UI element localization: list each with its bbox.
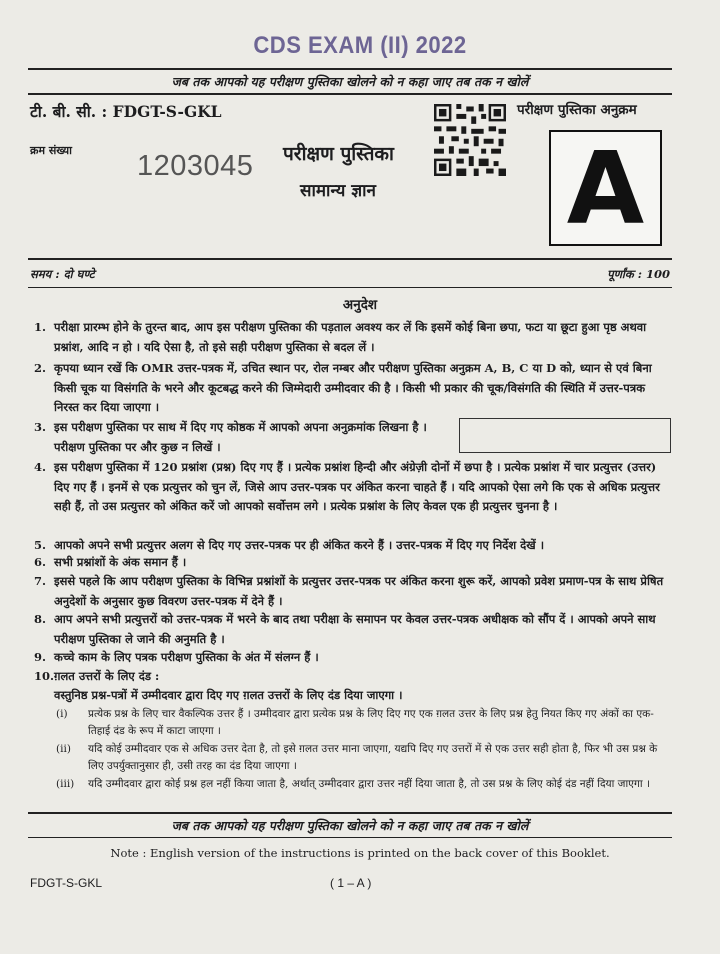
instructions-heading: अनुदेश <box>342 297 378 313</box>
instruction-item: 5. आपको अपने सभी प्रत्युत्तर अलग से दिए गए उत्तर-पत्रक पर ही अंकित करने हैं । उत्तर-पत्रक में दिए गए निर्देश देखें । <box>34 538 545 552</box>
instruction-item: 3. इस परीक्षण पुस्तिका पर साथ में दिए गए कोष्ठक में आपको अपना अनुक्रमांक लिखना है । परीक्षण पुस्तिका पर और कुछ न लिखें । <box>34 420 427 454</box>
meta-rule-top <box>28 258 672 260</box>
max-marks: पूर्णांक : 100 <box>607 267 670 281</box>
exam-time: समय : दो घण्टे <box>30 267 95 281</box>
qr-code-icon <box>434 104 506 176</box>
penalty-intro: वस्तुनिष्ठ प्रश्न-पत्रों में उम्मीदवार द्वारा दिए गए ग़लत उत्तरों के लिए दंड दिया जाएगा । <box>54 688 403 702</box>
top-rule <box>28 68 672 70</box>
english-note: Note : English version of the instructions is printed on the back cover of this Booklet. <box>110 846 610 860</box>
serial-label: क्रम संख्या <box>30 144 72 157</box>
meta-rule-bottom <box>28 287 672 288</box>
instruction-item: 1. परीक्षा प्रारम्भ होने के तुरन्त बाद, आप इस परीक्षण पुस्तिका की पड़ताल अवश्य कर लें कि इसमें कोई बिना छपा, फटा या छूटा हुआ पृष्ठ अथवा प्रश्नांश, आदि न हो । यदि ऐसा है, तो इसे सही परीक्षण पुस्तिका से बदल लें । <box>34 320 647 354</box>
penalty-item: (iii) यदि उम्मीदवार द्वारा कोई प्रश्न हल नहीं किया जाता है, अर्थात् उम्मीदवार द्वारा उत्तर नहीं दिया जाता है, तो उस प्रश्न के लिए कोई दंड नहीं दिया जाएगा । <box>56 778 650 790</box>
bottom-warning: जब तक आपको यह परीक्षण पुस्तिका खोलने को न कहा जाए तब तक न खोलें <box>171 818 529 833</box>
penalty-item: (ii) यदि कोई उम्मीदवार एक से अधिक उत्तर देता है, तो इसे ग़लत उत्तर माना जाएगा, यद्यपि दिए गए उत्तरों में से एक उत्तर सही होता है, फिर भी उस प्रश्न के लिए उपर्युक्तानुसार ही, उसी तरह का दंड दिया जाएगा । <box>56 743 658 772</box>
page-number: ( 1 – A ) <box>330 876 372 890</box>
subject-title: सामान्य ज्ञान <box>300 181 376 201</box>
instruction-item: 2. कृपया ध्यान रखें कि OMR उत्तर-पत्रक में, उचित स्थान पर, रोल नम्बर और परीक्षण पुस्तिका अनुक्रम A, B, C या D को, ध्यान से एवं बिना किसी चूक या विसंगति के भरने और कूटबद्ध करने की जिम्मेदारी उम्मीदवार की है । किसी भी प्रकार की चूक/विसंगति की स्थिति में उत्तर-पत्रक निरस्त कर दिया जाएगा । <box>34 361 652 414</box>
instruction-item: 7. इससे पहले कि आप परीक्षण पुस्तिका के विभिन्न प्रश्नांशों के प्रत्युत्तर उत्तर-पत्रक पर अंकित करना शुरू करें, आपको प्रवेश प्रमाण-पत्र के साथ प्रेषित अनुदेशों के अनुसार कुछ विवरण उत्तर-पत्रक में देने हैं । <box>34 574 664 608</box>
serial-number: 1203045 <box>137 150 254 182</box>
exam-stamp: CDS EXAM (II) 2022 <box>253 32 467 59</box>
series-letter-box: A <box>549 130 662 246</box>
penalty-item: (i) प्रत्येक प्रश्न के लिए चार वैकल्पिक उत्तर हैं । उम्मीदवार द्वारा प्रत्येक प्रश्न के लिए दिए गए एक ग़लत उत्तर के लिए प्रश्न हेतु नियत किए गए अंकों का एक-तिहाई दंड के रूप में काटा जाएगा । <box>56 708 654 737</box>
top-warning: जब तक आपको यह परीक्षण पुस्तिका खोलने को न कहा जाए तब तक न खोलें <box>171 74 529 89</box>
roll-number-box <box>459 418 671 453</box>
series-label: परीक्षण पुस्तिका अनुक्रम <box>517 102 637 118</box>
bottom-rule-top <box>28 812 672 814</box>
instruction-item: 10. ग़लत उत्तरों के लिए दंड : <box>34 669 160 683</box>
instruction-item: 8. आप अपने सभी प्रत्युत्तरों को उत्तर-पत्रक में भरने के बाद तथा परीक्षा के समापन पर केवल उत्तर-पत्रक अधीक्षक को सौंप दें । आपको अपने साथ परीक्षण पुस्तिका ले जाने की अनुमति है । <box>34 612 656 646</box>
bottom-rule <box>28 837 672 838</box>
instruction-item: 6. सभी प्रश्नांशों के अंक समान हैं । <box>34 555 187 569</box>
footer-code: FDGT-S-GKL <box>30 876 103 890</box>
instruction-item: 9. कच्चे काम के लिए पत्रक परीक्षण पुस्तिका के अंत में संलग्न हैं । <box>34 650 319 664</box>
instruction-item: 4. इस परीक्षण पुस्तिका में 120 प्रश्नांश (प्रश्न) दिए गए हैं । प्रत्येक प्रश्नांश हिन्दी और अंग्रेज़ी दोनों में छपा है । प्रत्येक प्रश्नांश में चार प्रत्युत्तर (उत्तर) दिए गए हैं । इनमें से एक प्रत्युत्तर को चुन लें, जिसे आप उत्तर-पत्रक पर अंकित करना चाहते हैं । यदि आपको ऐसा लगे कि एक से अधिक प्रत्युत्तर सही हैं, तो उस प्रत्युत्तर को अंकित करें जो आपको सर्वोत्तम लगे । प्रत्येक प्रश्नांश के लिए केवल एक ही प्रत्युत्तर चुनना है । <box>34 460 660 513</box>
booklet-title: परीक्षण पुस्तिका <box>283 143 394 165</box>
header-rule <box>28 93 672 95</box>
tbc-code: टी. बी. सी. : FDGT-S-GKL <box>30 102 222 121</box>
